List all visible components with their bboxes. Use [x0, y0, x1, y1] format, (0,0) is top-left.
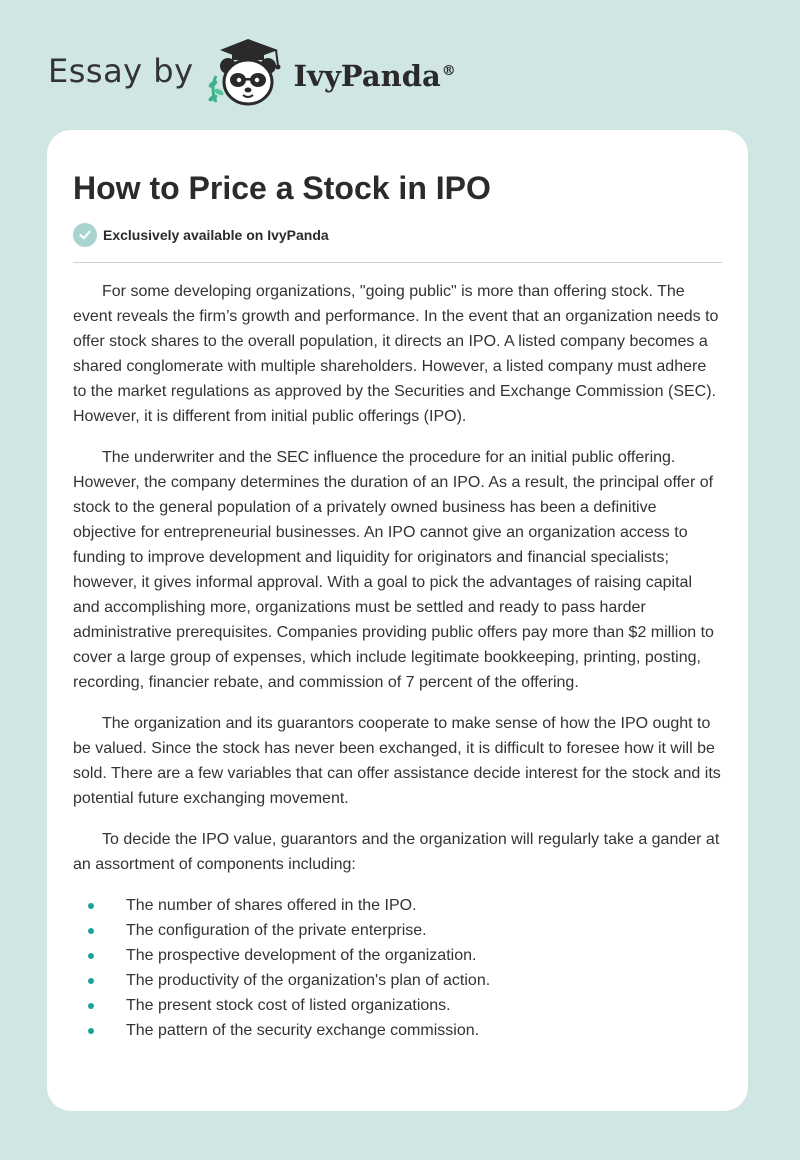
- exclusive-label: Exclusively available on IvyPanda: [103, 227, 329, 243]
- check-circle-icon: [73, 223, 97, 247]
- list-item: The prospective development of the organization.: [73, 943, 722, 968]
- article-card: [47, 130, 748, 1111]
- brand-name: [294, 59, 456, 93]
- paragraph: The underwriter and the SEC influence the procedure for an initial public offering. However, the company determines the duration of an IPO. As a result, the principal offer of stock to the general population of a privately owned business has been a definitive objective for entrepreneurial businesses. An IPO cannot give an organization access to funding to improve development and liquidity for originators and financial specialists; however, it gives informal approval. With a goal to pick the advantages of raising capital and accomplishing more, organizations must be settled and ready to pass harder administrative prerequisites. Companies providing public offers pay more than $2 million to cover a large group of expenses, which include legitimate bookkeeping, printing, posting, recording, financier rebate, and commission of 7 percent of the offering.: [73, 449, 714, 691]
- article-body: [73, 279, 722, 1043]
- divider: [73, 262, 722, 263]
- registered-mark: ®: [441, 63, 456, 80]
- brand-header: [48, 36, 456, 112]
- page-title: How to Price a Stock in IPO: [73, 170, 491, 206]
- list-item: The pattern of the security exchange commission.: [73, 1018, 722, 1043]
- paragraph: The organization and its guarantors cooperate to make sense of how the IPO ought to be valued. Since the stock has never been exchanged, it is difficult to foresee how it will be sold. There are a few variables that can offer assistance decide interest for the stock and its potential future exchanging movement.: [73, 715, 721, 807]
- brand-prefix: Essay by: [48, 52, 194, 90]
- list-item: The productivity of the organization's plan of action.: [73, 968, 722, 993]
- brand-name-text: IvyPanda: [293, 59, 441, 93]
- paragraph: To decide the IPO value, guarantors and the organization will regularly take a gander at an assortment of components including:: [73, 831, 720, 873]
- paragraph: For some developing organizations, "going public" is more than offering stock. The event reveals the firm’s growth and performance. In the event that an organization needs to offer stock shares to the overall population, it directs an IPO. A listed company becomes a shared conglomerate with multiple shareholders. However, a listed company must adhere to the market regulations as approved by the Securities and Exchange Commission (SEC). However, it is different from initial public offerings (IPO).: [73, 283, 719, 425]
- bullet-list: [73, 893, 722, 1043]
- panda-logo-icon: [206, 36, 290, 112]
- list-item: The configuration of the private enterprise.: [73, 918, 722, 943]
- list-item: The number of shares offered in the IPO.: [73, 893, 722, 918]
- list-item: The present stock cost of listed organizations.: [73, 993, 722, 1018]
- exclusive-badge: [73, 222, 722, 248]
